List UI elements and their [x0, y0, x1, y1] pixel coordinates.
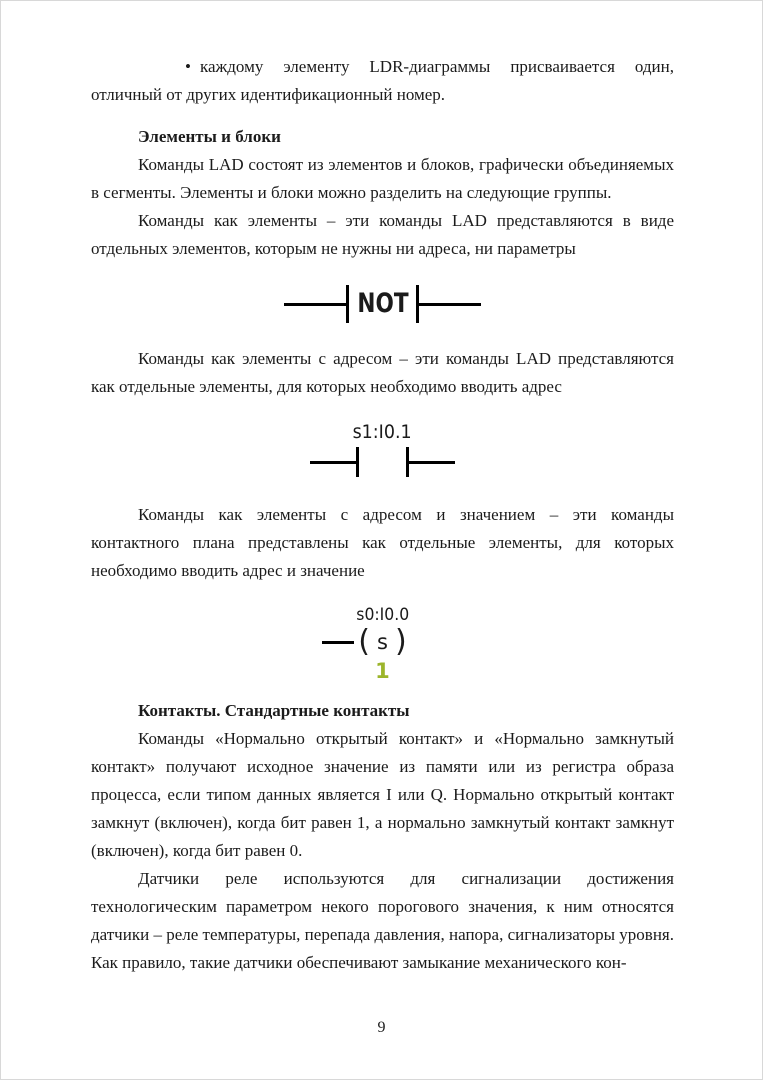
section-heading-elements: Элементы и блоки	[138, 127, 281, 146]
paragraph-commands-value: Команды как элементы с адресом и значением – эти команды контактного плана представлены как отдельные элементы, для которых необходимо вводить адрес и значение	[91, 505, 674, 580]
coil-address-label: s0:I0.0	[356, 605, 409, 625]
section-heading-contacts: Контакты. Стандартные контакты	[138, 701, 410, 720]
page-number: 9	[377, 1019, 386, 1036]
bullet-item	[91, 53, 674, 109]
coil-set-letter: s	[377, 630, 388, 654]
coil-paren-close: )	[394, 624, 407, 659]
bullet-text: каждому элементу LDR-диаграммы присваивается один, отличный от других идентификационный номер.	[91, 57, 674, 104]
not-element-label: NOT	[356, 288, 409, 319]
contact-gap	[359, 447, 406, 477]
paragraph-lad-groups: Команды LAD состоят из элементов и блоков, графически объединяемых в сегменты. Элементы и блоки можно разделить на следующие группы.	[91, 155, 674, 202]
ladder-contact-element	[91, 421, 674, 477]
paragraph-contacts: Команды «Нормально открытый контакт» и «Нормально замкнутый контакт» получают исходное значение из памяти или из регистра образа процесса, если типом данных является I или Q. Нормально открытый контакт замкнут (включен), когда бит равен 1, а нормально замкнутый контакт замкнут (включен), когда бит равен 0.	[91, 729, 674, 860]
paragraph-commands-elements: Команды как элементы – эти команды LAD представляются в виде отдельных элементов, которым не нужны ни адреса, ни параметры	[91, 211, 674, 258]
wire-left	[284, 303, 346, 306]
contact-address-label: s1:I0.1	[352, 421, 413, 443]
ladder-not-element	[91, 285, 674, 323]
ladder-coil-element	[91, 605, 674, 683]
paragraph-sensors: Датчики реле используются для сигнализации достижения технологическим параметром некого порогового значения, к ним относятся датчики – реле температуры, перепада давления, напора, сигнализаторы уровня. Как правило, такие датчики обеспечивают замыкание механического кон-	[91, 869, 674, 972]
wire-right	[419, 303, 481, 306]
bullet-marker: •	[185, 57, 191, 76]
coil-parens-row	[358, 625, 406, 659]
wire-right	[409, 461, 455, 464]
coil-paren-open: (	[358, 624, 371, 659]
contact-bar-left	[346, 285, 349, 323]
wire-left	[322, 641, 354, 644]
contact-symbol	[91, 447, 674, 477]
coil-value: 1	[375, 659, 390, 683]
paragraph-commands-address: Команды как элементы с адресом – эти команды LAD представляются как отдельные элементы, для которых необходимо вводить адрес	[91, 349, 674, 396]
coil-symbol	[358, 625, 406, 683]
wire-left	[310, 461, 356, 464]
